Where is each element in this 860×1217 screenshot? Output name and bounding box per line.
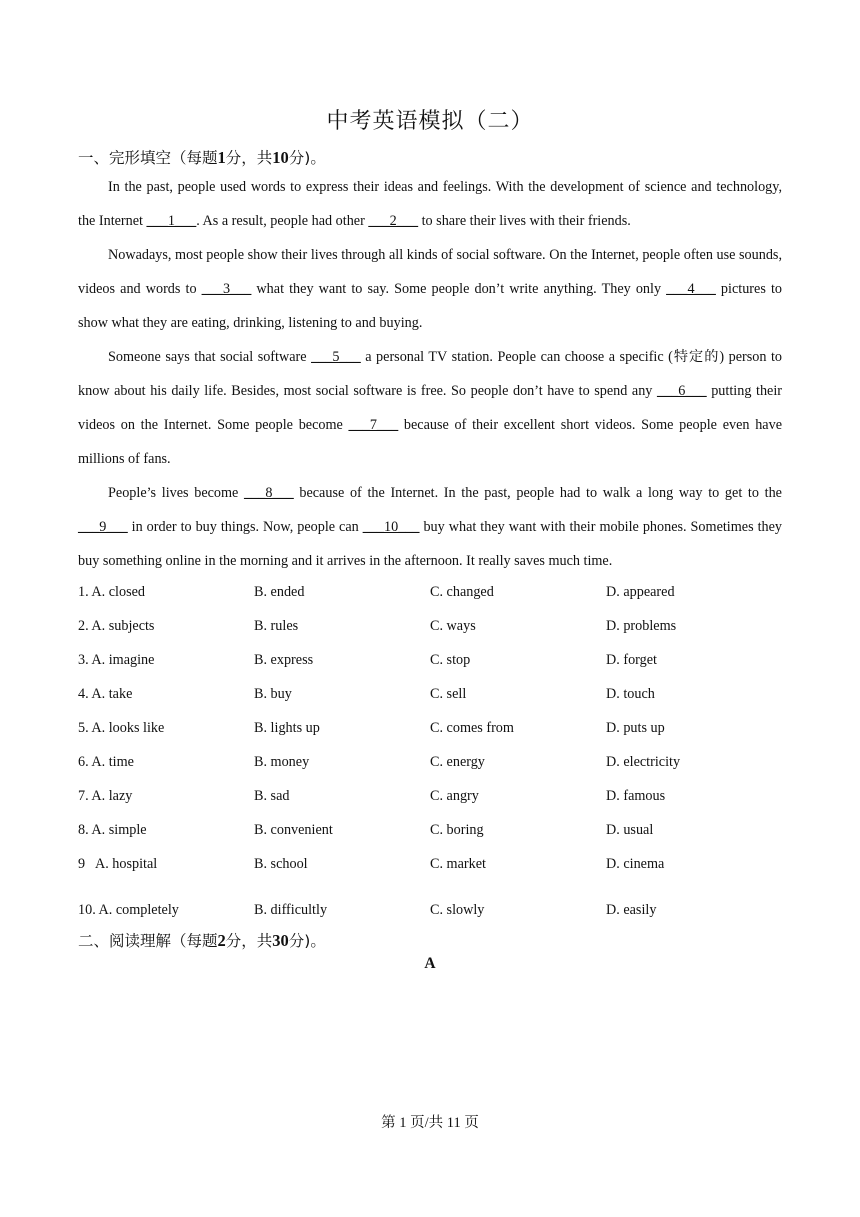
blank-2: ___2___ xyxy=(368,213,419,229)
section-prefix: 一、完形填空（每题 xyxy=(78,149,218,167)
cloze-passage xyxy=(78,170,782,578)
answer-options xyxy=(78,575,782,927)
option-row-3 xyxy=(78,643,782,677)
option: C. sell xyxy=(430,686,467,702)
section-mid: 分，共 xyxy=(225,932,273,950)
option: D. cinema xyxy=(606,856,665,872)
section-mid: 分，共 xyxy=(225,149,273,167)
option: C. angry xyxy=(430,788,479,804)
option: C. comes from xyxy=(430,720,514,736)
option: 10. A. completely xyxy=(78,902,179,918)
option: D. forget xyxy=(606,652,657,668)
option: 4. A. take xyxy=(78,686,133,702)
option: 8. A. simple xyxy=(78,822,147,838)
text-run: to share their lives with their friends. xyxy=(418,213,631,229)
option: D. usual xyxy=(606,822,654,838)
blank-5: ___5___ xyxy=(311,349,361,365)
option: D. touch xyxy=(606,686,655,702)
option: B. money xyxy=(254,754,310,770)
text-run: putting their videos on the Internet. Some people become xyxy=(78,383,782,433)
section-suffix: 分)。 xyxy=(288,149,326,167)
option: B. sad xyxy=(254,788,290,804)
option: C. boring xyxy=(430,822,484,838)
text-run: Nowadays, most people show their lives through all kinds of social software. On the Internet, people often use sounds, videos and words to xyxy=(78,247,782,297)
text-run: In the past, people used words to express their ideas and feelings. With the development of science and technology, the Internet xyxy=(78,179,782,229)
blank-10: ___10___ xyxy=(362,519,420,535)
option-row-9 xyxy=(78,847,782,881)
blank-8: ___8___ xyxy=(244,485,294,501)
option-row-1 xyxy=(78,575,782,609)
option: C. slowly xyxy=(430,902,485,918)
option: 3. A. imagine xyxy=(78,652,155,668)
option: D. electricity xyxy=(606,754,681,770)
section-points: 1 xyxy=(217,148,226,167)
option: B. rules xyxy=(254,618,299,634)
option-row-8 xyxy=(78,813,782,847)
text-run: pictures to show what they are eating, drinking, listening to and buying. xyxy=(78,281,782,331)
paragraph-2 xyxy=(78,238,782,340)
text-run: Someone says that social software xyxy=(108,349,312,365)
option: D. problems xyxy=(606,618,677,634)
option: 2. A. subjects xyxy=(78,618,155,634)
text-run: . As a result, people had other xyxy=(196,213,369,229)
option: 9 A. hospital xyxy=(78,856,158,872)
option-row-7 xyxy=(78,779,782,813)
text-run: what they want to say. Some people don’t write anything. They only xyxy=(251,281,667,297)
blank-4: ___4___ xyxy=(666,281,716,297)
option-row-6 xyxy=(78,745,782,779)
option: B. ended xyxy=(254,584,305,600)
paragraph-4 xyxy=(78,476,782,578)
text-run: a personal TV station. People can choose a specific (特定的) person to know about his daily life. Besides, most social software is free. So people don’t have to spend any xyxy=(78,349,782,399)
paragraph-3 xyxy=(78,340,782,476)
option: B. buy xyxy=(254,686,292,702)
section-heading-reading xyxy=(78,929,326,951)
option: 1. A. closed xyxy=(78,584,145,600)
text-run: buy what they want with their mobile phones. Sometimes they buy something online in the morning and it arrives in the afternoon. It really saves much time. xyxy=(78,519,783,569)
option: B. express xyxy=(254,652,314,668)
paragraph-1 xyxy=(78,170,782,238)
blank-1: ___1___ xyxy=(146,213,197,229)
page-title: 中考英语模拟（二） xyxy=(326,109,534,134)
option: C. changed xyxy=(430,584,494,600)
option: D. appeared xyxy=(606,584,675,600)
option-row-5 xyxy=(78,711,782,745)
text-run: because of their excellent short videos. Some people even have millions of fans. xyxy=(78,417,782,467)
option: C. stop xyxy=(430,652,471,668)
page-footer: 第 1 页/共 11 页 xyxy=(381,1115,479,1131)
option: B. lights up xyxy=(254,720,320,736)
option: C. ways xyxy=(430,618,476,634)
option: B. school xyxy=(254,856,308,872)
section-points: 2 xyxy=(217,931,226,950)
blank-9: ___9___ xyxy=(78,519,128,535)
option: B. difficultly xyxy=(254,902,328,918)
option: D. famous xyxy=(606,788,666,804)
section-total: 10 xyxy=(272,148,289,167)
text-run: in order to buy things. Now, people can xyxy=(127,519,363,535)
option: C. market xyxy=(430,856,486,872)
option: C. energy xyxy=(430,754,485,770)
option-row-2 xyxy=(78,609,782,643)
blank-6: ___6___ xyxy=(656,383,707,399)
blank-7: ___7___ xyxy=(348,417,399,433)
section-prefix: 二、阅读理解（每题 xyxy=(78,932,218,950)
passage-label: A xyxy=(424,955,436,972)
section-heading-cloze xyxy=(78,146,326,168)
text-run: because of the Internet. In the past, people had to walk a long way to get to the xyxy=(293,485,782,501)
text-run: People’s lives become xyxy=(108,485,245,501)
section-total: 30 xyxy=(272,931,289,950)
blank-3: ___3___ xyxy=(201,281,252,297)
option: 7. A. lazy xyxy=(78,788,133,804)
option-row-4 xyxy=(78,677,782,711)
option: D. easily xyxy=(606,902,657,918)
option-row-10 xyxy=(78,881,782,927)
section-suffix: 分)。 xyxy=(288,932,326,950)
option: 5. A. looks like xyxy=(78,720,165,736)
option: 6. A. time xyxy=(78,754,134,770)
option: D. puts up xyxy=(606,720,665,736)
option: B. convenient xyxy=(254,822,333,838)
